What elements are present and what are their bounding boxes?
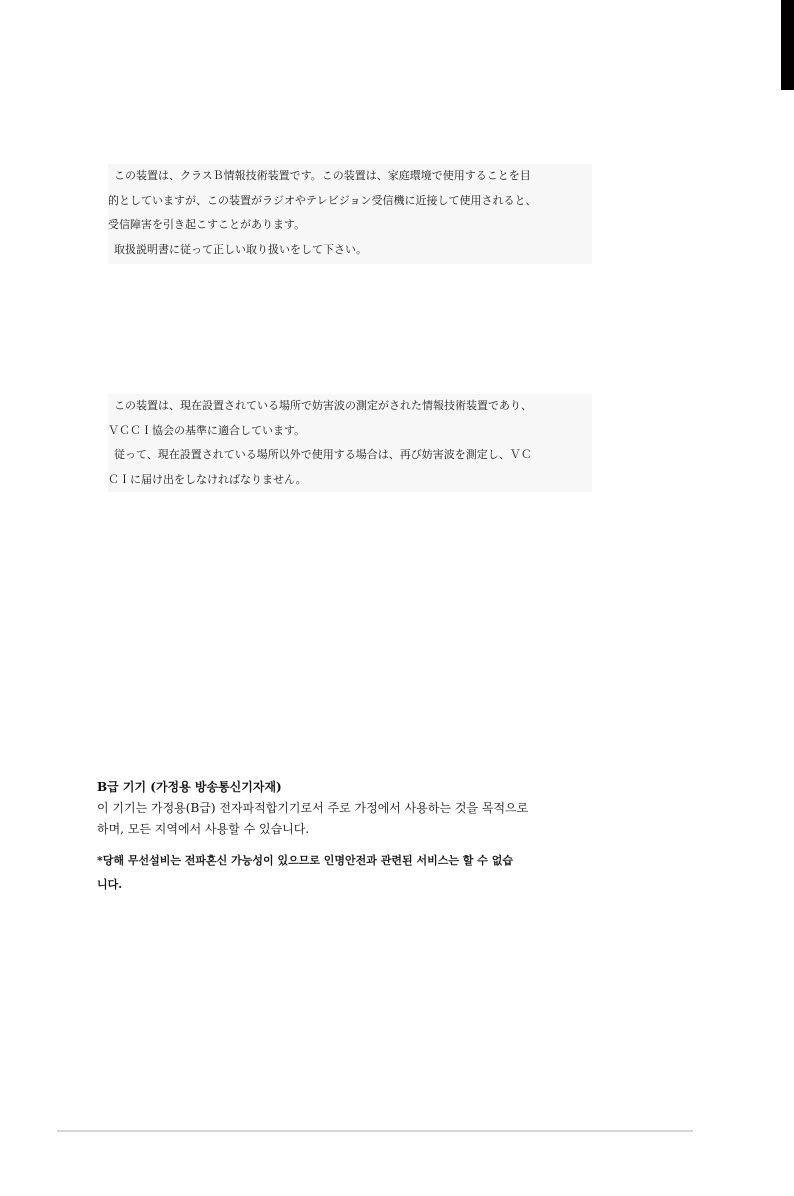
vcci-class-b-line: 的としていますが、この装置がラジオやテレビジョン受信機に近接して使用されると、 xyxy=(108,193,537,207)
vcci-class-b-line: この装置は、クラスＢ情報技術装置です。この装置は、家庭環境で使用することを目 xyxy=(114,169,531,182)
korea-class-b-body-line: 하며, 모든 지역에서 사용할 수 있습니다. xyxy=(97,822,310,836)
vcci-interference-line: ＶＣＣＩ協会の基準に適合しています。 xyxy=(108,423,306,437)
korea-radio-notice xyxy=(97,849,689,897)
korea-radio-notice-line: 니다. xyxy=(97,878,123,891)
korea-radio-notice-line: *당해 무선설비는 전파혼신 가능성이 있으므로 인명안전과 관련된 서비스는 할 수 없습 xyxy=(97,854,513,867)
vcci-interference-line: 従って、現在設置されている場所以外で使用する場合は、再び妨害波を測定し、ＶＣ xyxy=(114,448,532,461)
vcci-class-b-notice xyxy=(108,164,592,264)
vcci-class-b-line: 受信障害を引き起こすことがあります。 xyxy=(108,218,306,231)
vcci-interference-line: この装置は、現在設置されている場所で妨害波の測定がされた情報技術装置であり、 xyxy=(114,399,532,412)
vcci-interference-line: ＣＩに届け出をしなければなりません。 xyxy=(108,472,307,486)
page-edge-tab xyxy=(781,0,794,90)
korea-class-b-notice xyxy=(97,777,689,840)
vcci-interference-notice xyxy=(108,394,592,492)
vcci-class-b-line: 取扱説明書に従って正しい取り扱いをして下さい。 xyxy=(114,242,367,256)
korea-class-b-body-line: 이 기기는 가정용(B급) 전자파적합기기로서 주로 가정에서 사용하는 것을 목적으로 xyxy=(97,801,529,815)
korea-class-b-title: B급 기기 (가정용 방송통신기자재) xyxy=(97,780,282,794)
footer-divider xyxy=(57,1130,693,1132)
